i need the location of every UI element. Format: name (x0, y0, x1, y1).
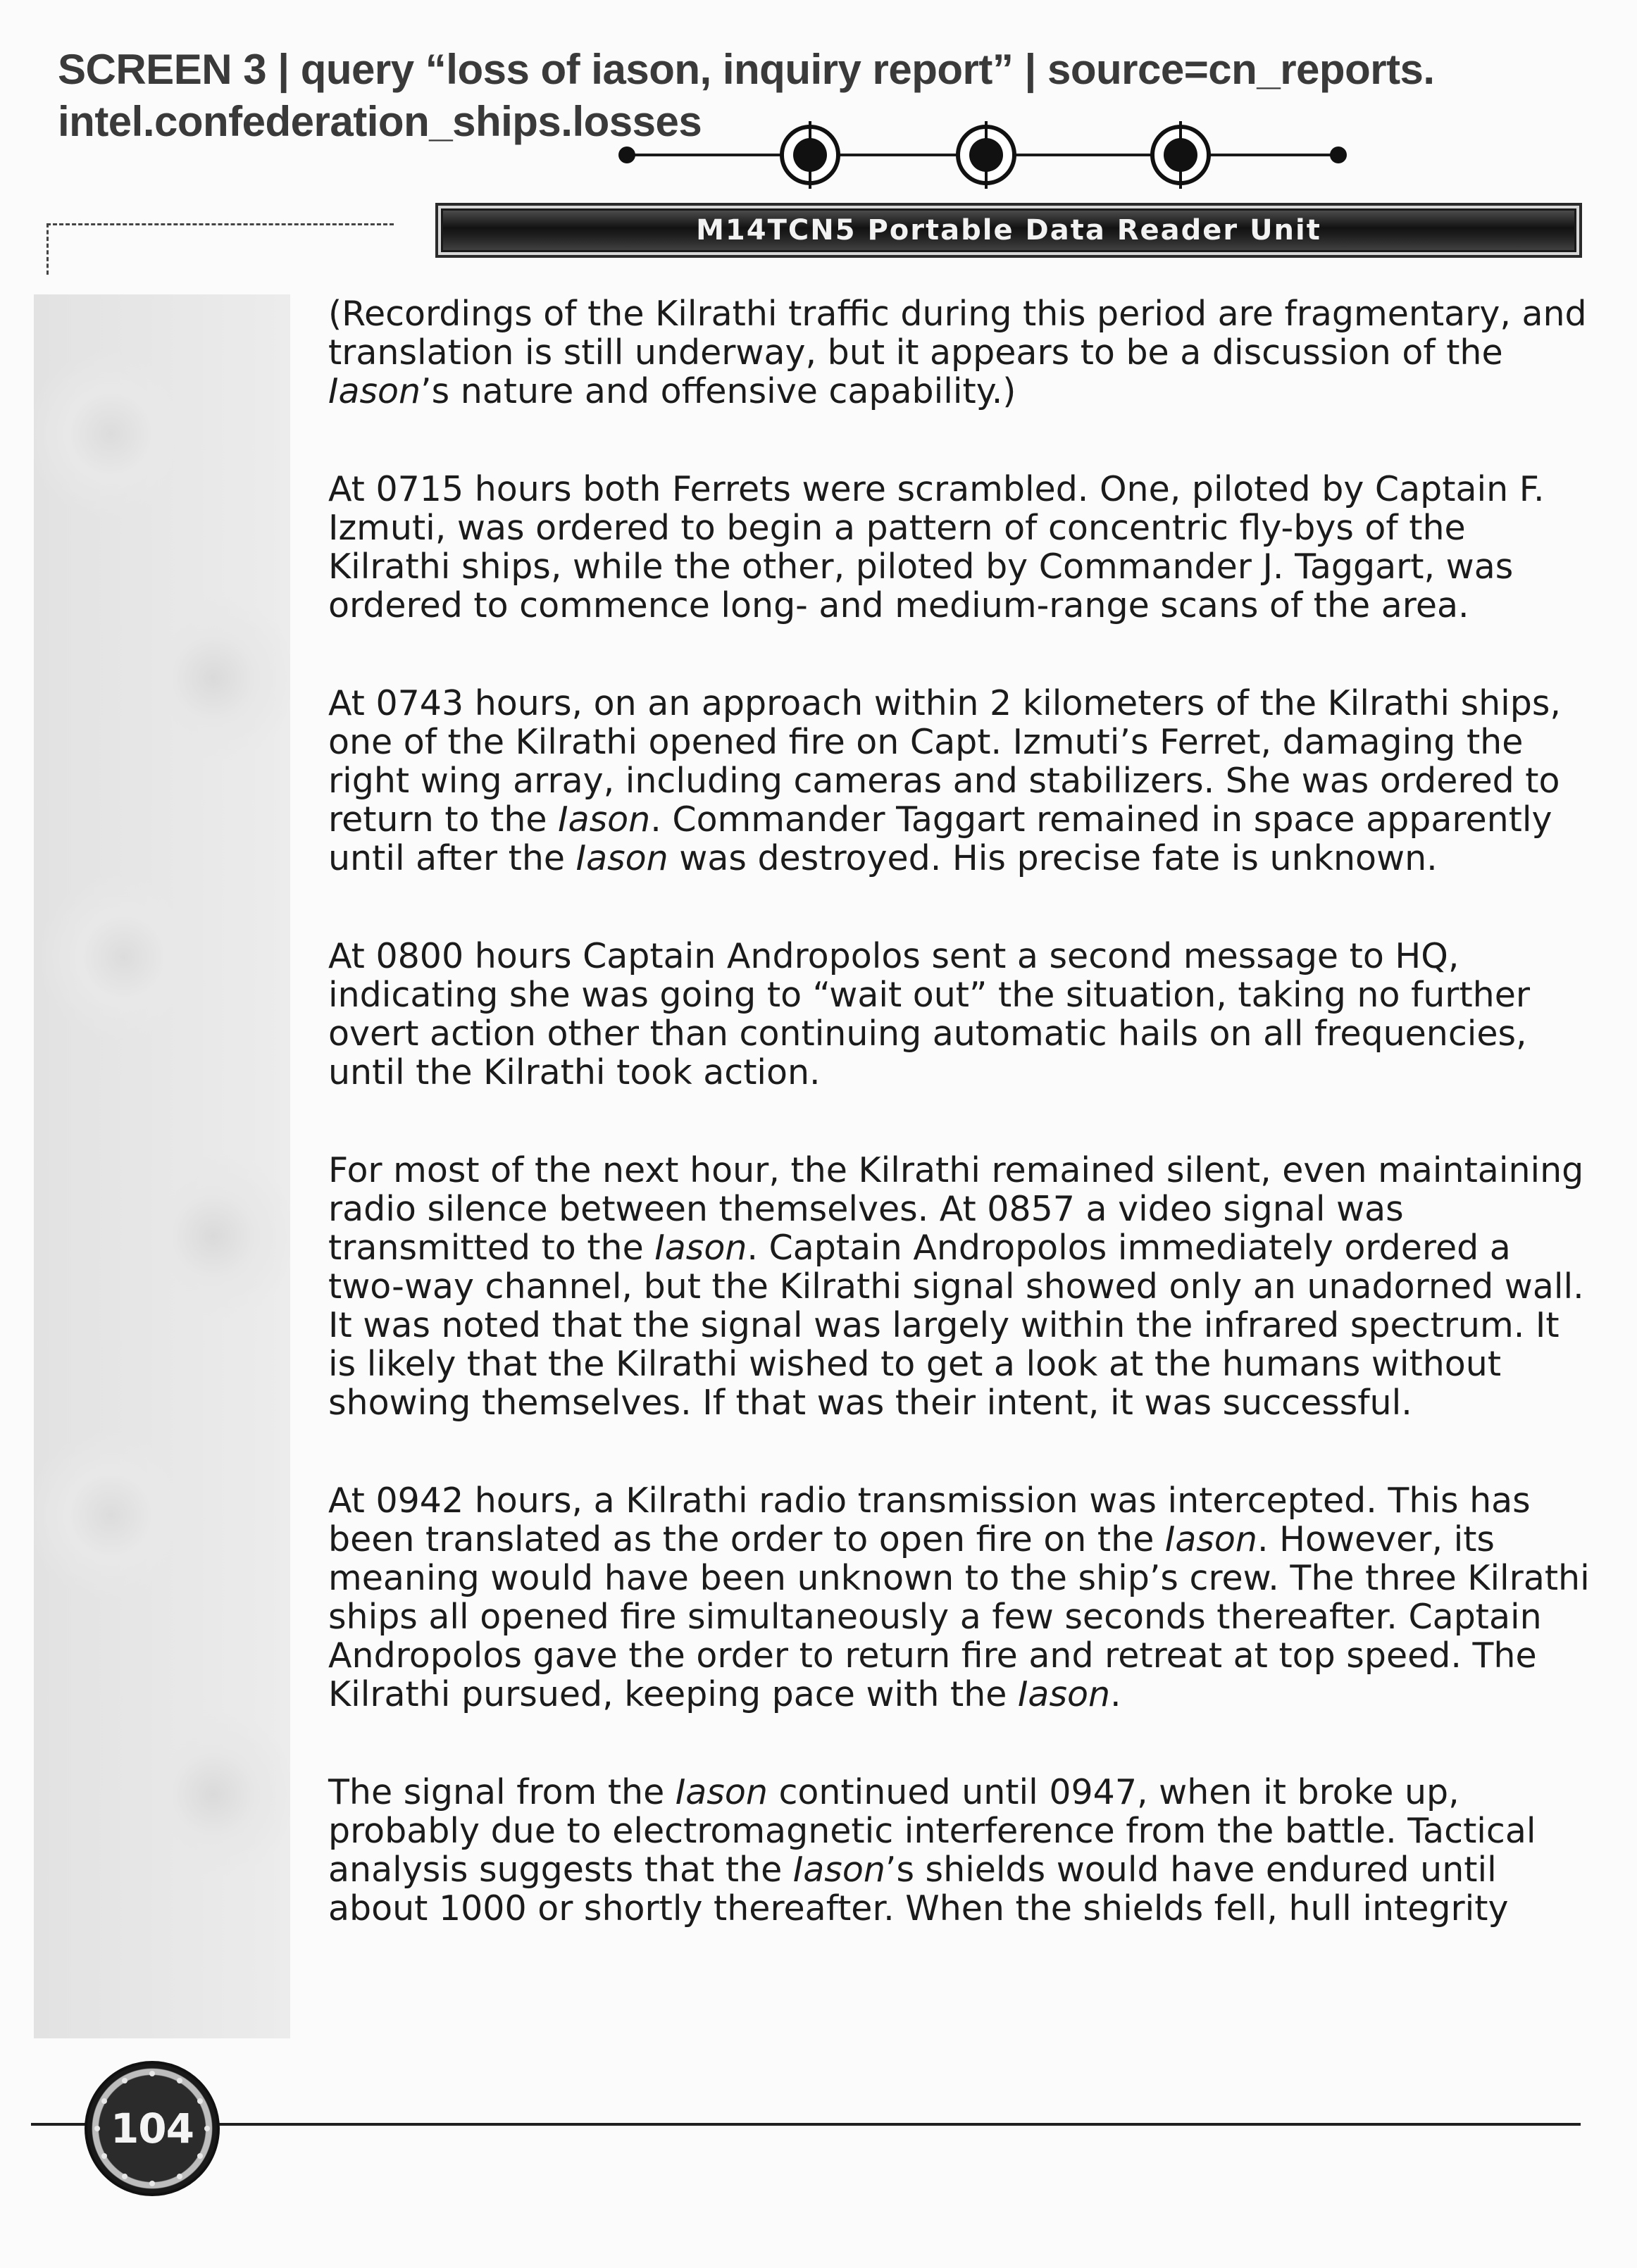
star-ring-icon (87, 2064, 217, 2193)
decorative-sidebar-panel (34, 294, 290, 2038)
report-paragraph: At 0715 hours both Ferrets were scrambled. One, piloted by Captain F. Izmuti, was ordered to begin a pattern of concentric fly-bys of the Kilrathi ships, while the other, piloted by Commander J. Taggart, was ordered to commence long- and medium-range scans of the area. (328, 469, 1545, 625)
data-reader-title: M14TCN5 Portable Data Reader Unit (696, 214, 1321, 247)
page-number-badge (85, 2061, 220, 2196)
report-paragraph: For most of the next hour, the Kilrathi remained silent, even maintaining radio silence between themselves. At 0857 a video signal was transmitted to the Iason. Captain Andropolos immediately ordered a two-way channel, but the Kilrathi signal showed only an unadorned wall. It was noted that the signal was largely within the infrared spectrum. It is likely that the Kilrathi wished to get a look at the humans without showing themselves. If that was their intent, it was successful. (328, 1150, 1584, 1423)
node-target-icon (782, 121, 838, 189)
report-paragraph: At 0800 hours Captain Andropolos sent a second message to HQ, indicating she was going to “wait out” the situation, taking no further overt action other than continuing automatic hails on all frequencies, until the Kilrathi took action. (328, 936, 1531, 1092)
dashed-corner-frame (46, 223, 394, 275)
report-body (328, 294, 1596, 1928)
report-paragraph: At 0942 hours, a Kilrathi radio transmission was intercepted. This has been translated as the order to open fire on the Iason. However, its meaning would have been unknown to the ship’s crew. The three Kilrathi ships all opened fire simultaneously a few seconds thereafter. Captain Andropolos gave the order to return fire and retreat at top speed. The Kilrathi pursued, keeping pace with the Iason. (328, 1481, 1590, 1714)
report-paragraph: At 0743 hours, on an approach within 2 kilometers of the Kilrathi ships, one of the Kilrathi opened fire on Capt. Izmuti’s Ferret, damaging the right wing array, including cameras and stabilizers. She was ordered to return to the Iason. Commander Taggart remained in space apparently until after the Iason was destroyed. His precise fate is unknown. (328, 683, 1562, 878)
report-paragraph: The signal from the Iason continued until 0947, when it broke up, probably due to electromagnetic interference from the battle. Tactical analysis suggests that the Iason’s shields would have endured until about 1000 or shortly thereafter. When the shields fell, hull integrity (328, 1772, 1536, 1929)
data-reader-title-bar (435, 203, 1582, 258)
header-title-line-2: intel.confederation_ships.losses (58, 98, 702, 145)
report-paragraph: (Recordings of the Kilrathi traffic during this period are fragmentary, and translation is still underway, but it appears to be a discussion of the Iason’s nature and offensive capability.) (328, 294, 1587, 411)
header-title-line-1: SCREEN 3 | query “loss of iason, inquiry report” | source=cn_reports. (58, 46, 1435, 93)
footer-rule (31, 2123, 1581, 2126)
page-number: 104 (110, 2105, 194, 2152)
node-target-icon (958, 121, 1014, 189)
header-node-connector (0, 0, 1637, 211)
node-target-icon (1152, 121, 1209, 189)
